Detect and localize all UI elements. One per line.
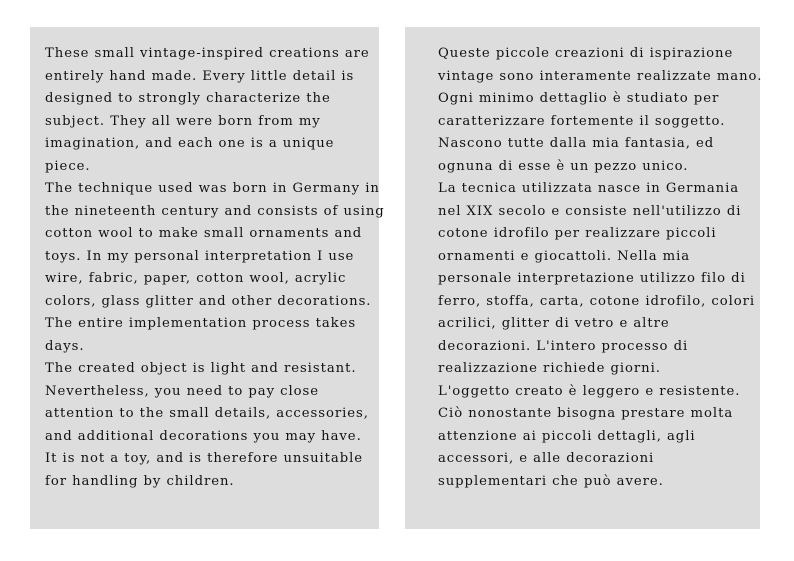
- english-line: The entire implementation process takes: [45, 316, 357, 331]
- english-line: These small vintage-inspired creations are: [45, 46, 370, 61]
- english-line: and additional decorations you may have.: [45, 428, 362, 444]
- italian-line: Nascono tutte dalla mia fantasia, ed: [438, 136, 715, 151]
- english-text-panel: [30, 27, 385, 529]
- english-line: subject. They all were born from my: [45, 113, 321, 129]
- english-line: entirely hand made. Every little detail is: [45, 68, 355, 84]
- italian-line: personale interpretazione utilizzo filo di: [438, 271, 746, 286]
- italian-line: accessori, e alle decorazioni: [438, 451, 655, 466]
- italian-paragraph: [438, 43, 763, 493]
- english-line: It is not a toy, and is therefore unsuitable: [45, 451, 364, 466]
- italian-line: ornamenti e giocattoli. Nella mia: [438, 248, 691, 264]
- english-line: The created object is light and resistant.: [45, 361, 357, 376]
- english-line: The technique used was born in Germany in: [45, 181, 380, 196]
- italian-line: ognuna di esse è un pezzo unico.: [438, 158, 689, 174]
- italian-line: nel XIX secolo e consiste nell'utilizzo di: [438, 203, 742, 219]
- english-paragraph: [45, 43, 385, 493]
- italian-line: decorazioni. L'intero processo di: [438, 338, 689, 354]
- italian-line: acrilici, glitter di vetro e altre: [438, 316, 670, 331]
- english-line: days.: [45, 338, 85, 354]
- english-line: cotton wool to make small ornaments and: [45, 226, 363, 241]
- italian-line: Queste piccole creazioni di ispirazione: [438, 46, 734, 61]
- italian-line: vintage sono interamente realizzate mano.: [438, 68, 763, 84]
- italian-line: realizzazione richiede giorni.: [438, 361, 661, 376]
- english-line: wire, fabric, paper, cotton wool, acrylic: [45, 271, 347, 286]
- english-line: for handling by children.: [45, 473, 235, 489]
- italian-text-panel: [405, 27, 763, 529]
- english-line: imagination, and each one is a unique: [45, 136, 335, 151]
- italian-line: La tecnica utilizzata nasce in Germania: [438, 181, 740, 196]
- italian-line: attenzione ai piccoli dettagli, agli: [438, 428, 696, 444]
- english-line: designed to strongly characterize the: [45, 91, 331, 106]
- italian-line: caratterizzare fortemente il soggetto.: [438, 113, 726, 129]
- english-line: attention to the small details, accessories,: [45, 406, 369, 421]
- italian-line: ferro, stoffa, carta, cotone idrofilo, colori: [438, 293, 756, 309]
- english-line: the nineteenth century and consists of using: [45, 203, 385, 219]
- italian-line: Ciò nonostante bisogna prestare molta: [438, 406, 734, 421]
- english-line: piece.: [45, 158, 91, 174]
- italian-line: supplementari che può avere.: [438, 473, 664, 489]
- italian-line: L'oggetto creato è leggero e resistente.: [438, 383, 741, 399]
- english-line: Nevertheless, you need to pay close: [45, 383, 319, 399]
- english-line: colors, glass glitter and other decorations.: [45, 293, 372, 309]
- italian-line: cotone idrofilo per realizzare piccoli: [438, 226, 717, 241]
- english-line: toys. In my personal interpretation I use: [45, 248, 355, 264]
- italian-line: Ogni minimo dettaglio è studiato per: [438, 91, 720, 106]
